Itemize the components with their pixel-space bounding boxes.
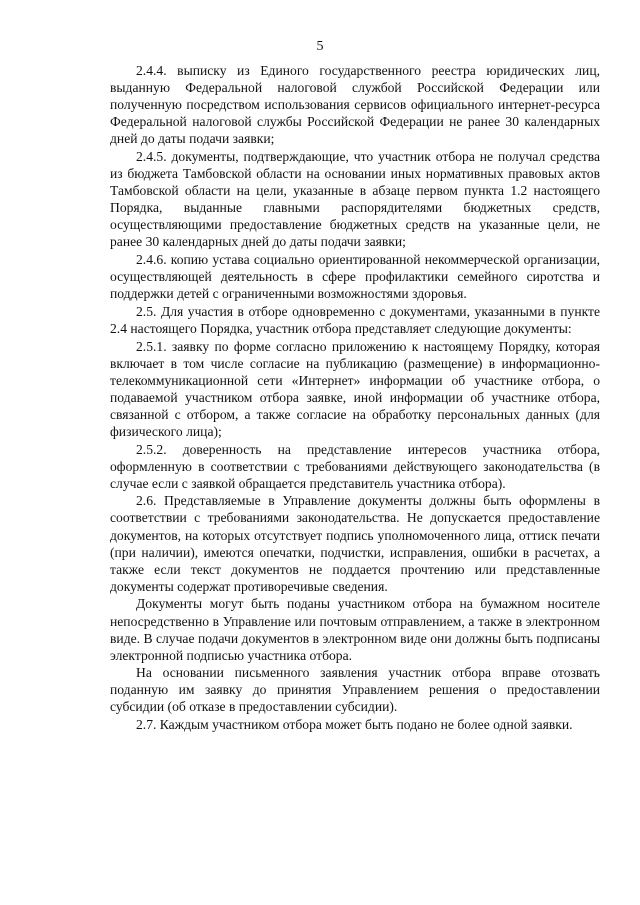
paragraph-2-6: 2.6. Представляемые в Управление документы должны быть оформлены в соответствии с требованиями законодательства. Не допускается предоставление документов, на которых отсутствует подпись уполномоченного лица, оттиск печати (при наличии), имеются опечатки, подчистки, исправления, ошибки в расчетах, а также если текст документов не поддается прочтению или представленные документы содержат противоречивые сведения. xyxy=(110,493,600,594)
paragraph-2-7: 2.7. Каждым участником отбора может быть подано не более одной заявки. xyxy=(136,717,573,733)
paragraph-2-6-withdrawal: На основании письменного заявления участник отбора вправе отозвать поданную им заявку до принятия Управлением решения о предоставлении субсидии (об отказе в предоставлении субсидии). xyxy=(110,665,600,715)
paragraph-2-5-2: 2.5.2. доверенность на представление интересов участника отбора, оформленную в соответствии с требованиями действующего законодательства (в случае если с заявкой обращается представитель участника отбора). xyxy=(110,441,600,491)
paragraph-2-4-6: 2.4.6. копию устава социально ориентированной некоммерческой организации, осуществляющей деятельность в сфере профилактики семейного сиротства и поддержки детей с ограниченными возможностями здоровья. xyxy=(110,252,600,302)
document-body xyxy=(110,62,600,733)
paragraph-2-5-1: 2.5.1. заявку по форме согласно приложению к настоящему Порядку, которая включает в том числе согласие на публикацию (размещение) в информационно-телекоммуникационной сети «Интернет» информации об участнике отбора, о подаваемой участником отбора заявке, иной информации об участнике отбора, связанной с отбором, а также согласие на обработку персональных данных (для физического лица); xyxy=(110,338,600,439)
paragraph-2-6-submission: Документы могут быть поданы участником отбора на бумажном носителе непосредственно в Управление или почтовым отправлением, а также в электронном виде. В случае подачи документов в электронном виде они должны быть подписаны электронной подписью участника отбора. xyxy=(110,596,600,663)
paragraph-2-4-5: 2.4.5. документы, подтверждающие, что участник отбора не получал средства из бюджета Тамбовской области на основании иных нормативных правовых актов Тамбовской области на цели, указанные в абзаце первом пункта 1.2 настоящего Порядка, выданные главными распорядителями бюджетных средств, осуществляющими предоставление бюджетных средств на указанные цели, не ранее 30 календарных дней до даты подачи заявки; xyxy=(110,148,600,250)
paragraph-2-4-4: 2.4.4. выписку из Единого государственного реестра юридических лиц, выданную Федеральной налоговой службой Российской Федерации или полученную посредством использования сервисов официального интернет-ресурса Федеральной налоговой службы Российской Федерации не ранее 30 календарных дней до даты подачи заявки; xyxy=(110,63,600,147)
page-number: 5 xyxy=(316,39,324,54)
paragraph-2-5: 2.5. Для участия в отборе одновременно с документами, указанными в пункте 2.4 настоящего Порядка, участник отбора представляет следующие документы: xyxy=(110,303,600,336)
